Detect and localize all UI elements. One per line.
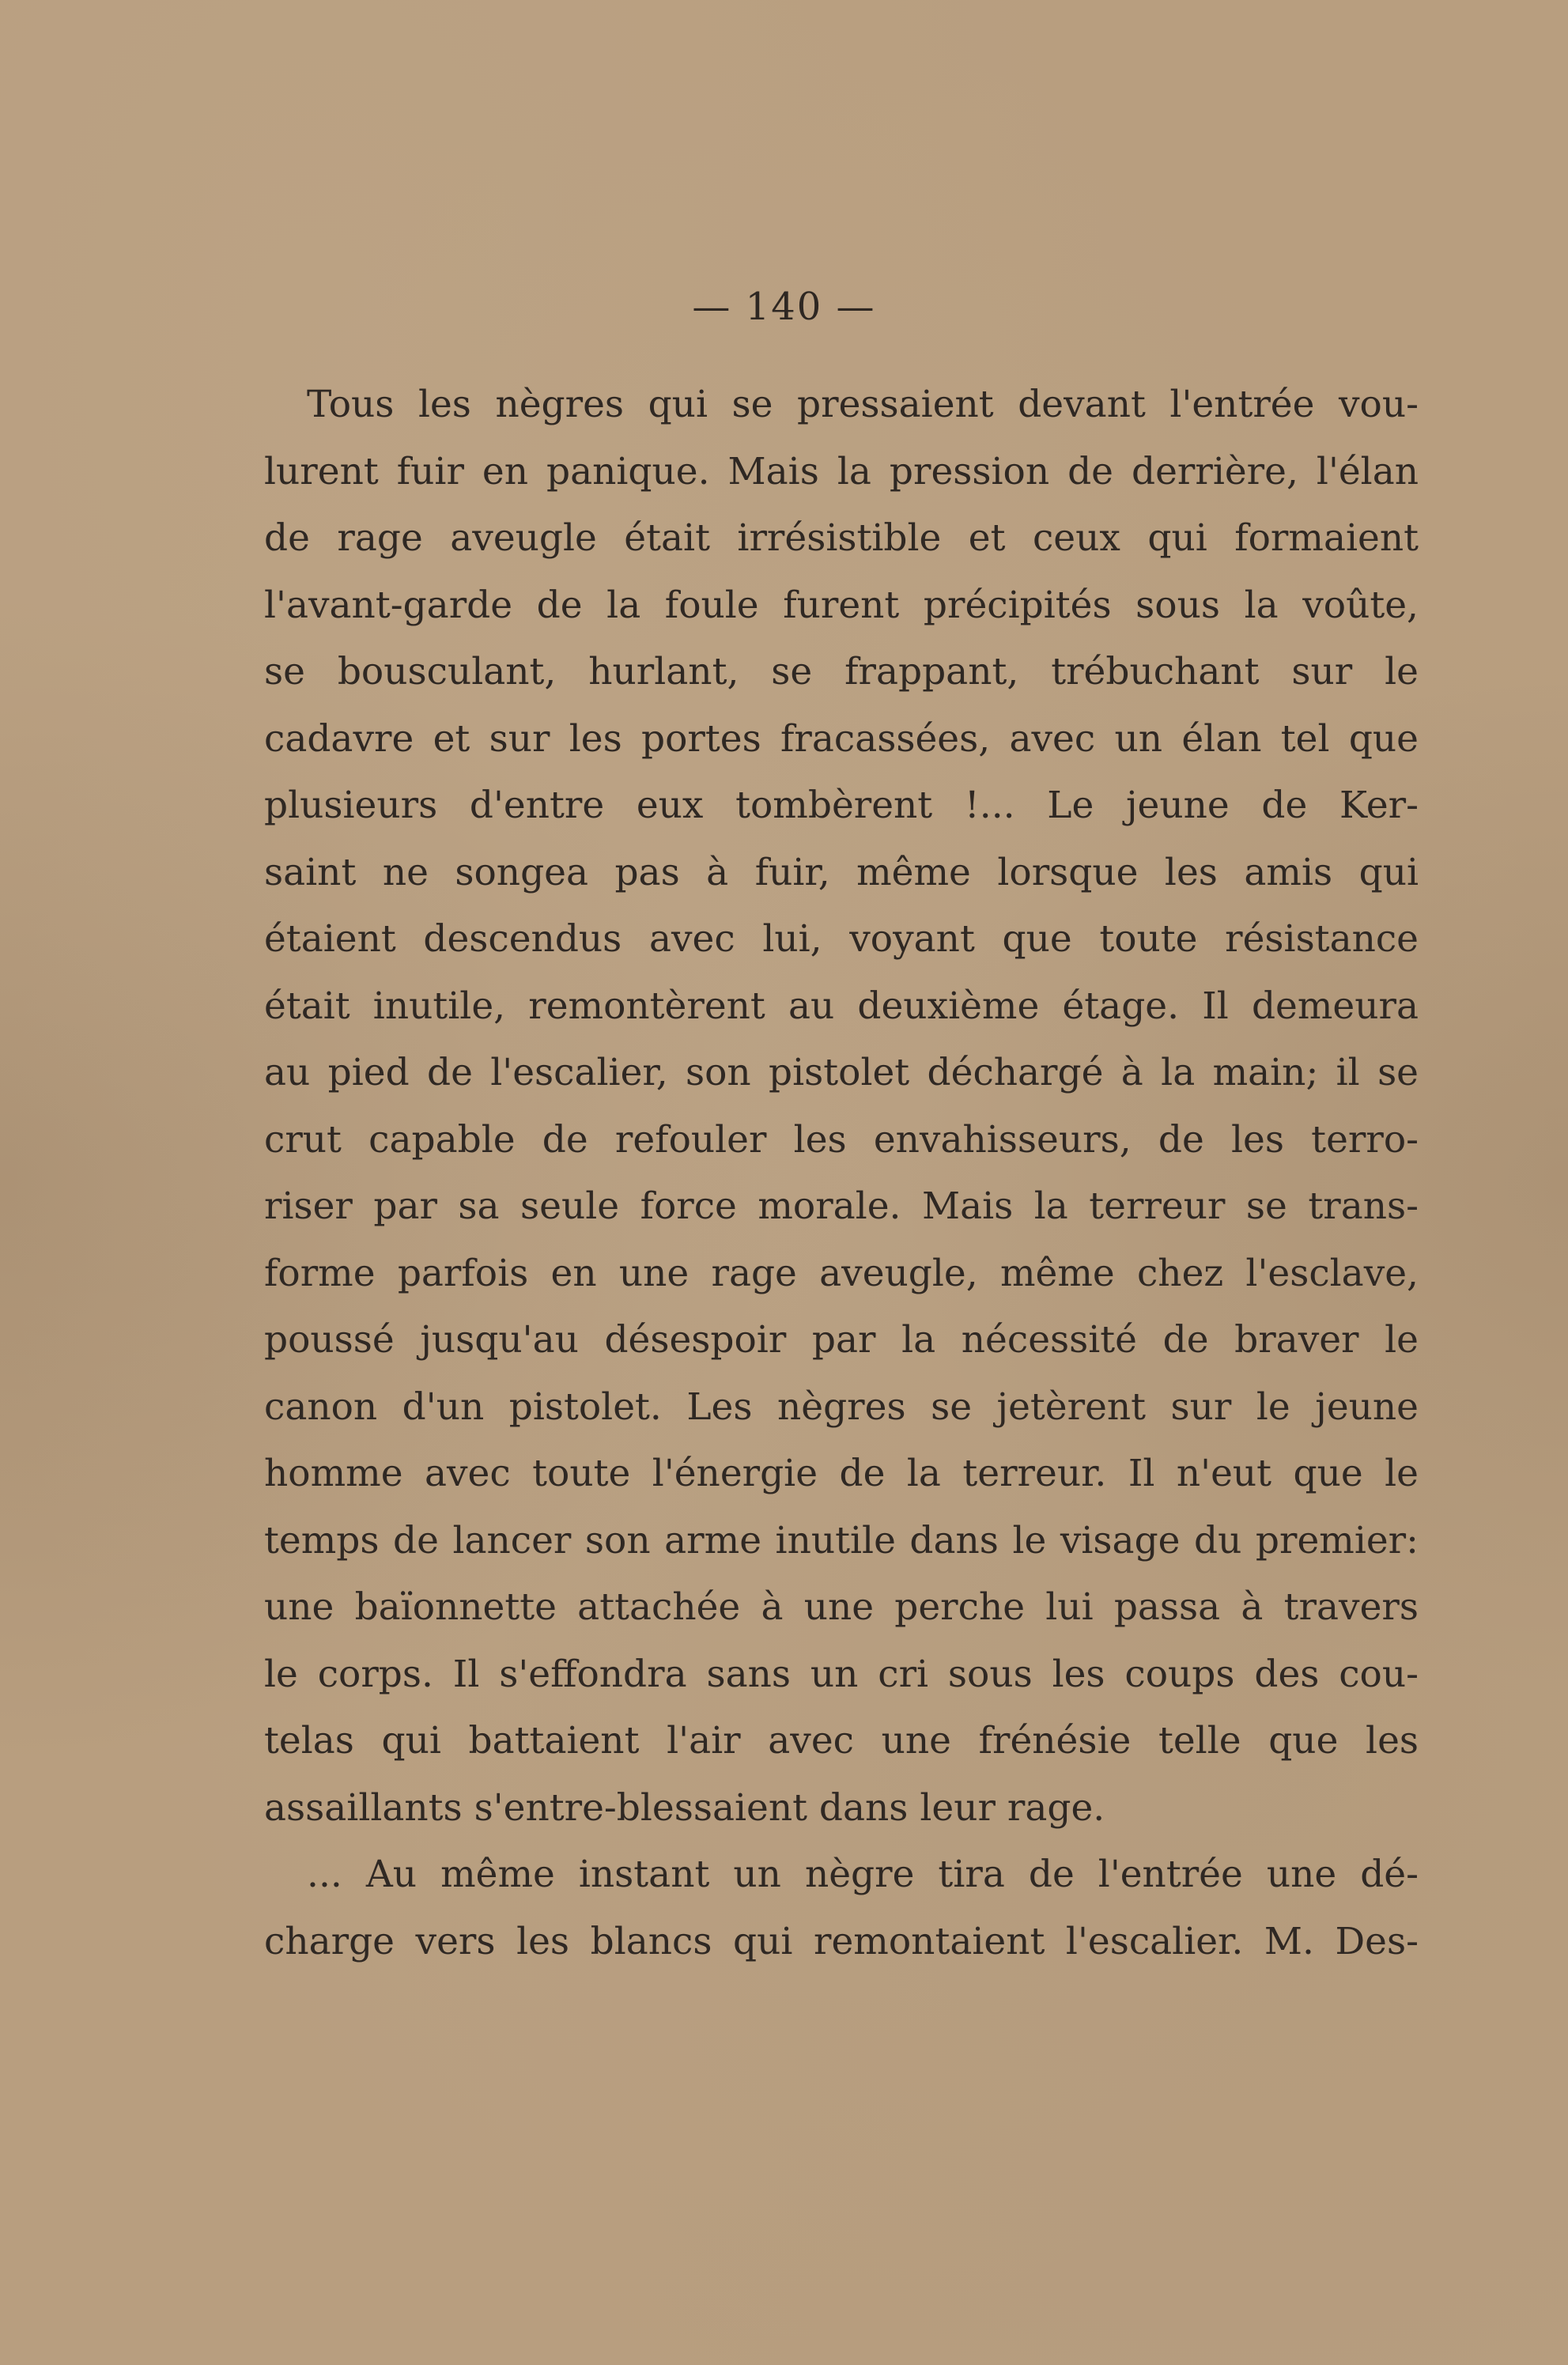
text-line: saint ne songea pas à fuir, même lorsque les amis qui: [264, 850, 1419, 894]
text-line: de rage aveugle était irrésistible et ceux qui formaient: [264, 516, 1419, 560]
text-line: temps de lancer son arme inutile dans le visage du premier:: [264, 1518, 1419, 1562]
text-line: étaient descendus avec lui, voyant que toute résistance: [264, 917, 1419, 961]
text-line: riser par sa seule force morale. Mais la terreur se trans-: [264, 1184, 1419, 1228]
text-line: forme parfois en une rage aveugle, même chez l'esclave,: [264, 1251, 1419, 1295]
text-line: Tous les nègres qui se pressaient devant l'entrée vou-: [307, 383, 1419, 426]
text-line: au pied de l'escalier, son pistolet déchargé à la main; il se: [264, 1051, 1419, 1094]
text-line: plusieurs d'entre eux tombèrent !... Le jeune de Ker-: [264, 784, 1419, 827]
text-line: telas qui battaient l'air avec une frénésie telle que les: [264, 1719, 1419, 1762]
text-line: le corps. Il s'effondra sans un cri sous les coups des cou-: [264, 1652, 1419, 1696]
text-line: une baïonnette attachée à une perche lui passa à travers: [264, 1585, 1419, 1629]
paragraph-end-line: assaillants s'entre-blessaient dans leur rage.: [264, 1785, 1105, 1830]
text-line: était inutile, remontèrent au deuxième étage. Il demeura: [264, 984, 1419, 1028]
text-line: charge vers les blancs qui remontaient l'escalier. M. Des-: [264, 1919, 1419, 1963]
text-line: crut capable de refouler les envahisseurs, de les terro-: [264, 1117, 1419, 1162]
text-line: homme avec toute l'énergie de la terreur. Il n'eut que le: [264, 1452, 1419, 1495]
text-line: poussé jusqu'au désespoir par la nécessité de braver le: [264, 1318, 1419, 1362]
text-line: l'avant-garde de la foule furent précipités sous la voûte,: [264, 583, 1419, 627]
text-line: canon d'un pistolet. Les nègres se jetèrent sur le jeune: [264, 1385, 1419, 1429]
body-text: [264, 372, 1419, 1975]
page-number: — 140 —: [692, 285, 876, 329]
text-line: cadavre et sur les portes fracassées, avec un élan tel que: [264, 716, 1419, 761]
text-line: lurent fuir en panique. Mais la pression de derrière, l'élan: [264, 449, 1419, 493]
text-line: ... Au même instant un nègre tira de l'entrée une dé-: [307, 1853, 1419, 1896]
text-line: se bousculant, hurlant, se frappant, trébuchant sur le: [264, 650, 1419, 693]
